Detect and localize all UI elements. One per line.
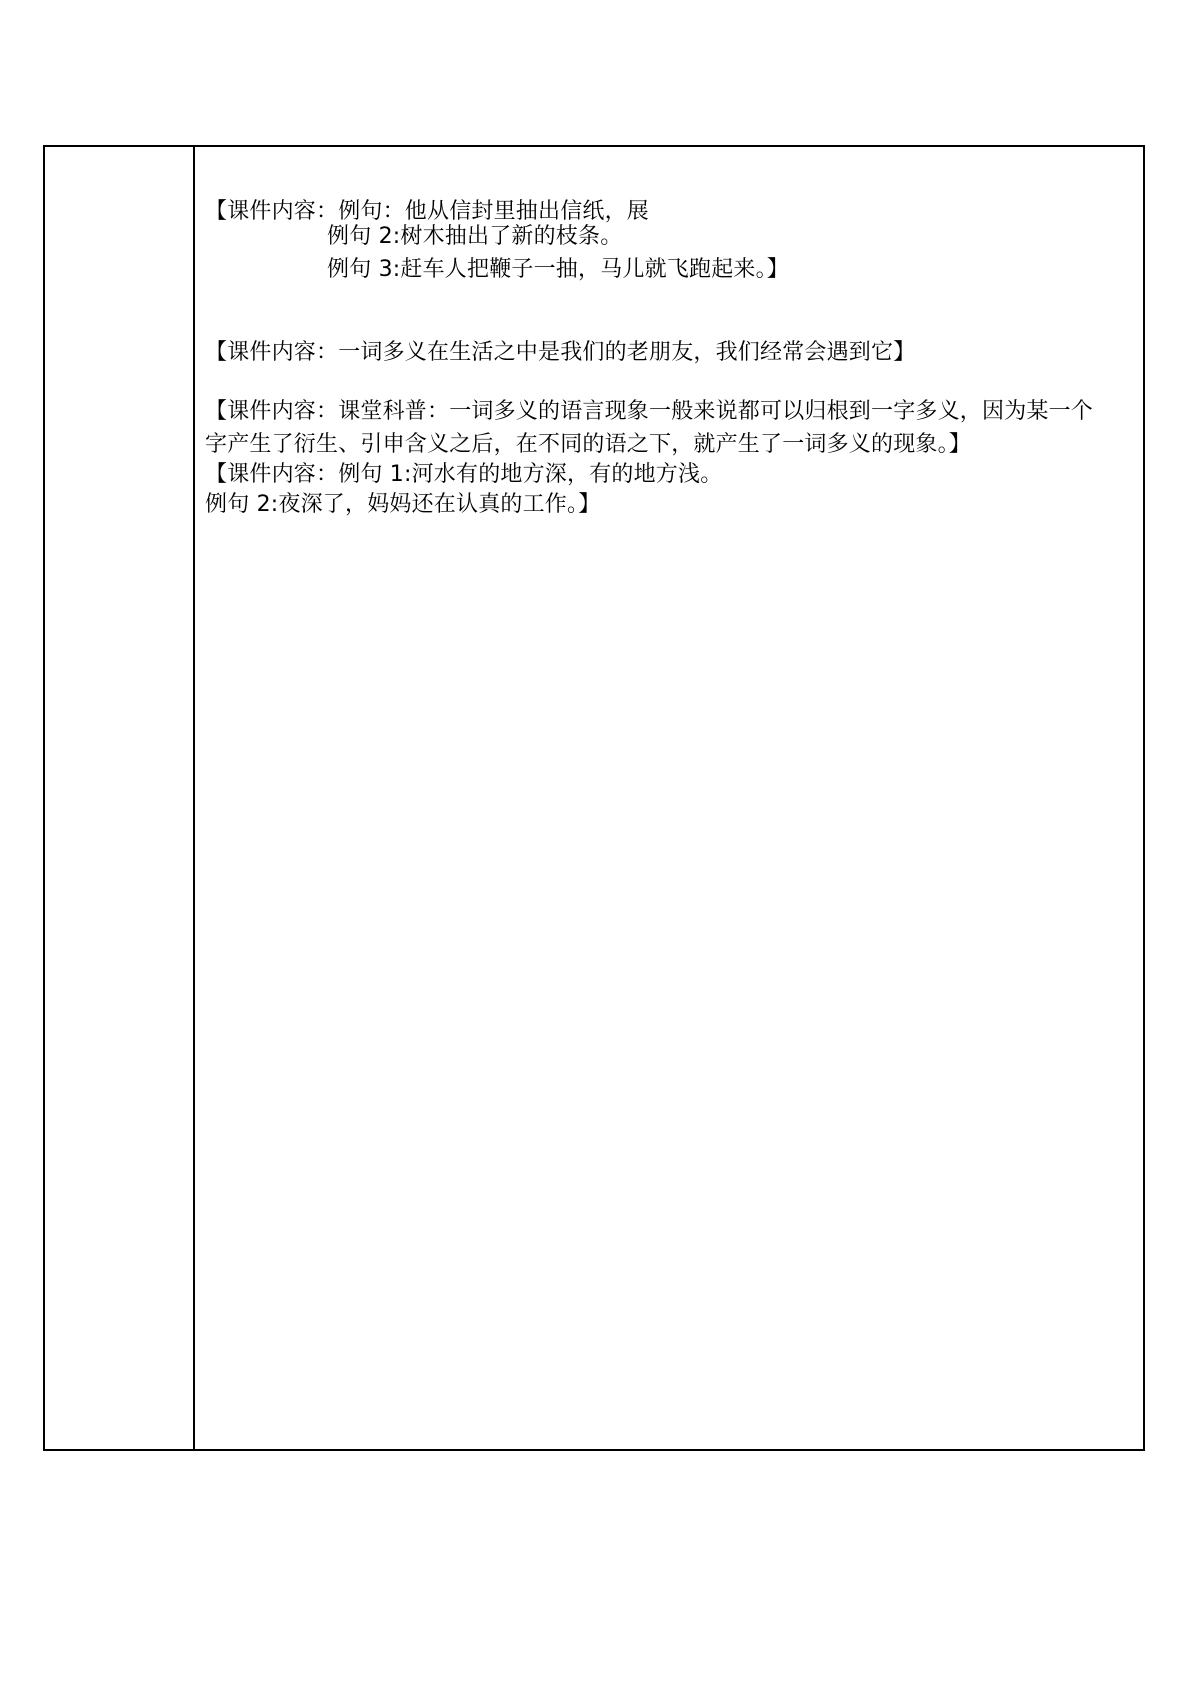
courseware-line-7: 【课件内容：例句 1:河水有的地方深，有的地方浅。 (205, 462, 723, 487)
courseware-line-3: 例句 3:赶车人把鞭子一抽，马儿就飞跑起来。】 (327, 257, 790, 282)
courseware-line-6: 字产生了衍生、引申含义之后，在不同的语之下，就产生了一词多义的现象。】 (205, 432, 972, 457)
courseware-line-4: 【课件内容：一词多义在生活之中是我们的老朋友，我们经常会遇到它】 (205, 340, 916, 365)
courseware-line-2: 例句 2:树木抽出了新的枝条。 (327, 224, 623, 249)
lesson-table (43, 145, 1145, 1451)
label-column (45, 147, 195, 1449)
courseware-line-8: 例句 2:夜深了，妈妈还在认真的工作。】 (205, 492, 601, 517)
courseware-line-5: 【课件内容：课堂科普：一词多义的语言现象一般来说都可以归根到一字多义，因为某一个 (205, 399, 1094, 424)
content-column (195, 147, 1143, 1449)
courseware-line-1: 【课件内容：例句：他从信封里抽出信纸，展 (205, 199, 650, 224)
